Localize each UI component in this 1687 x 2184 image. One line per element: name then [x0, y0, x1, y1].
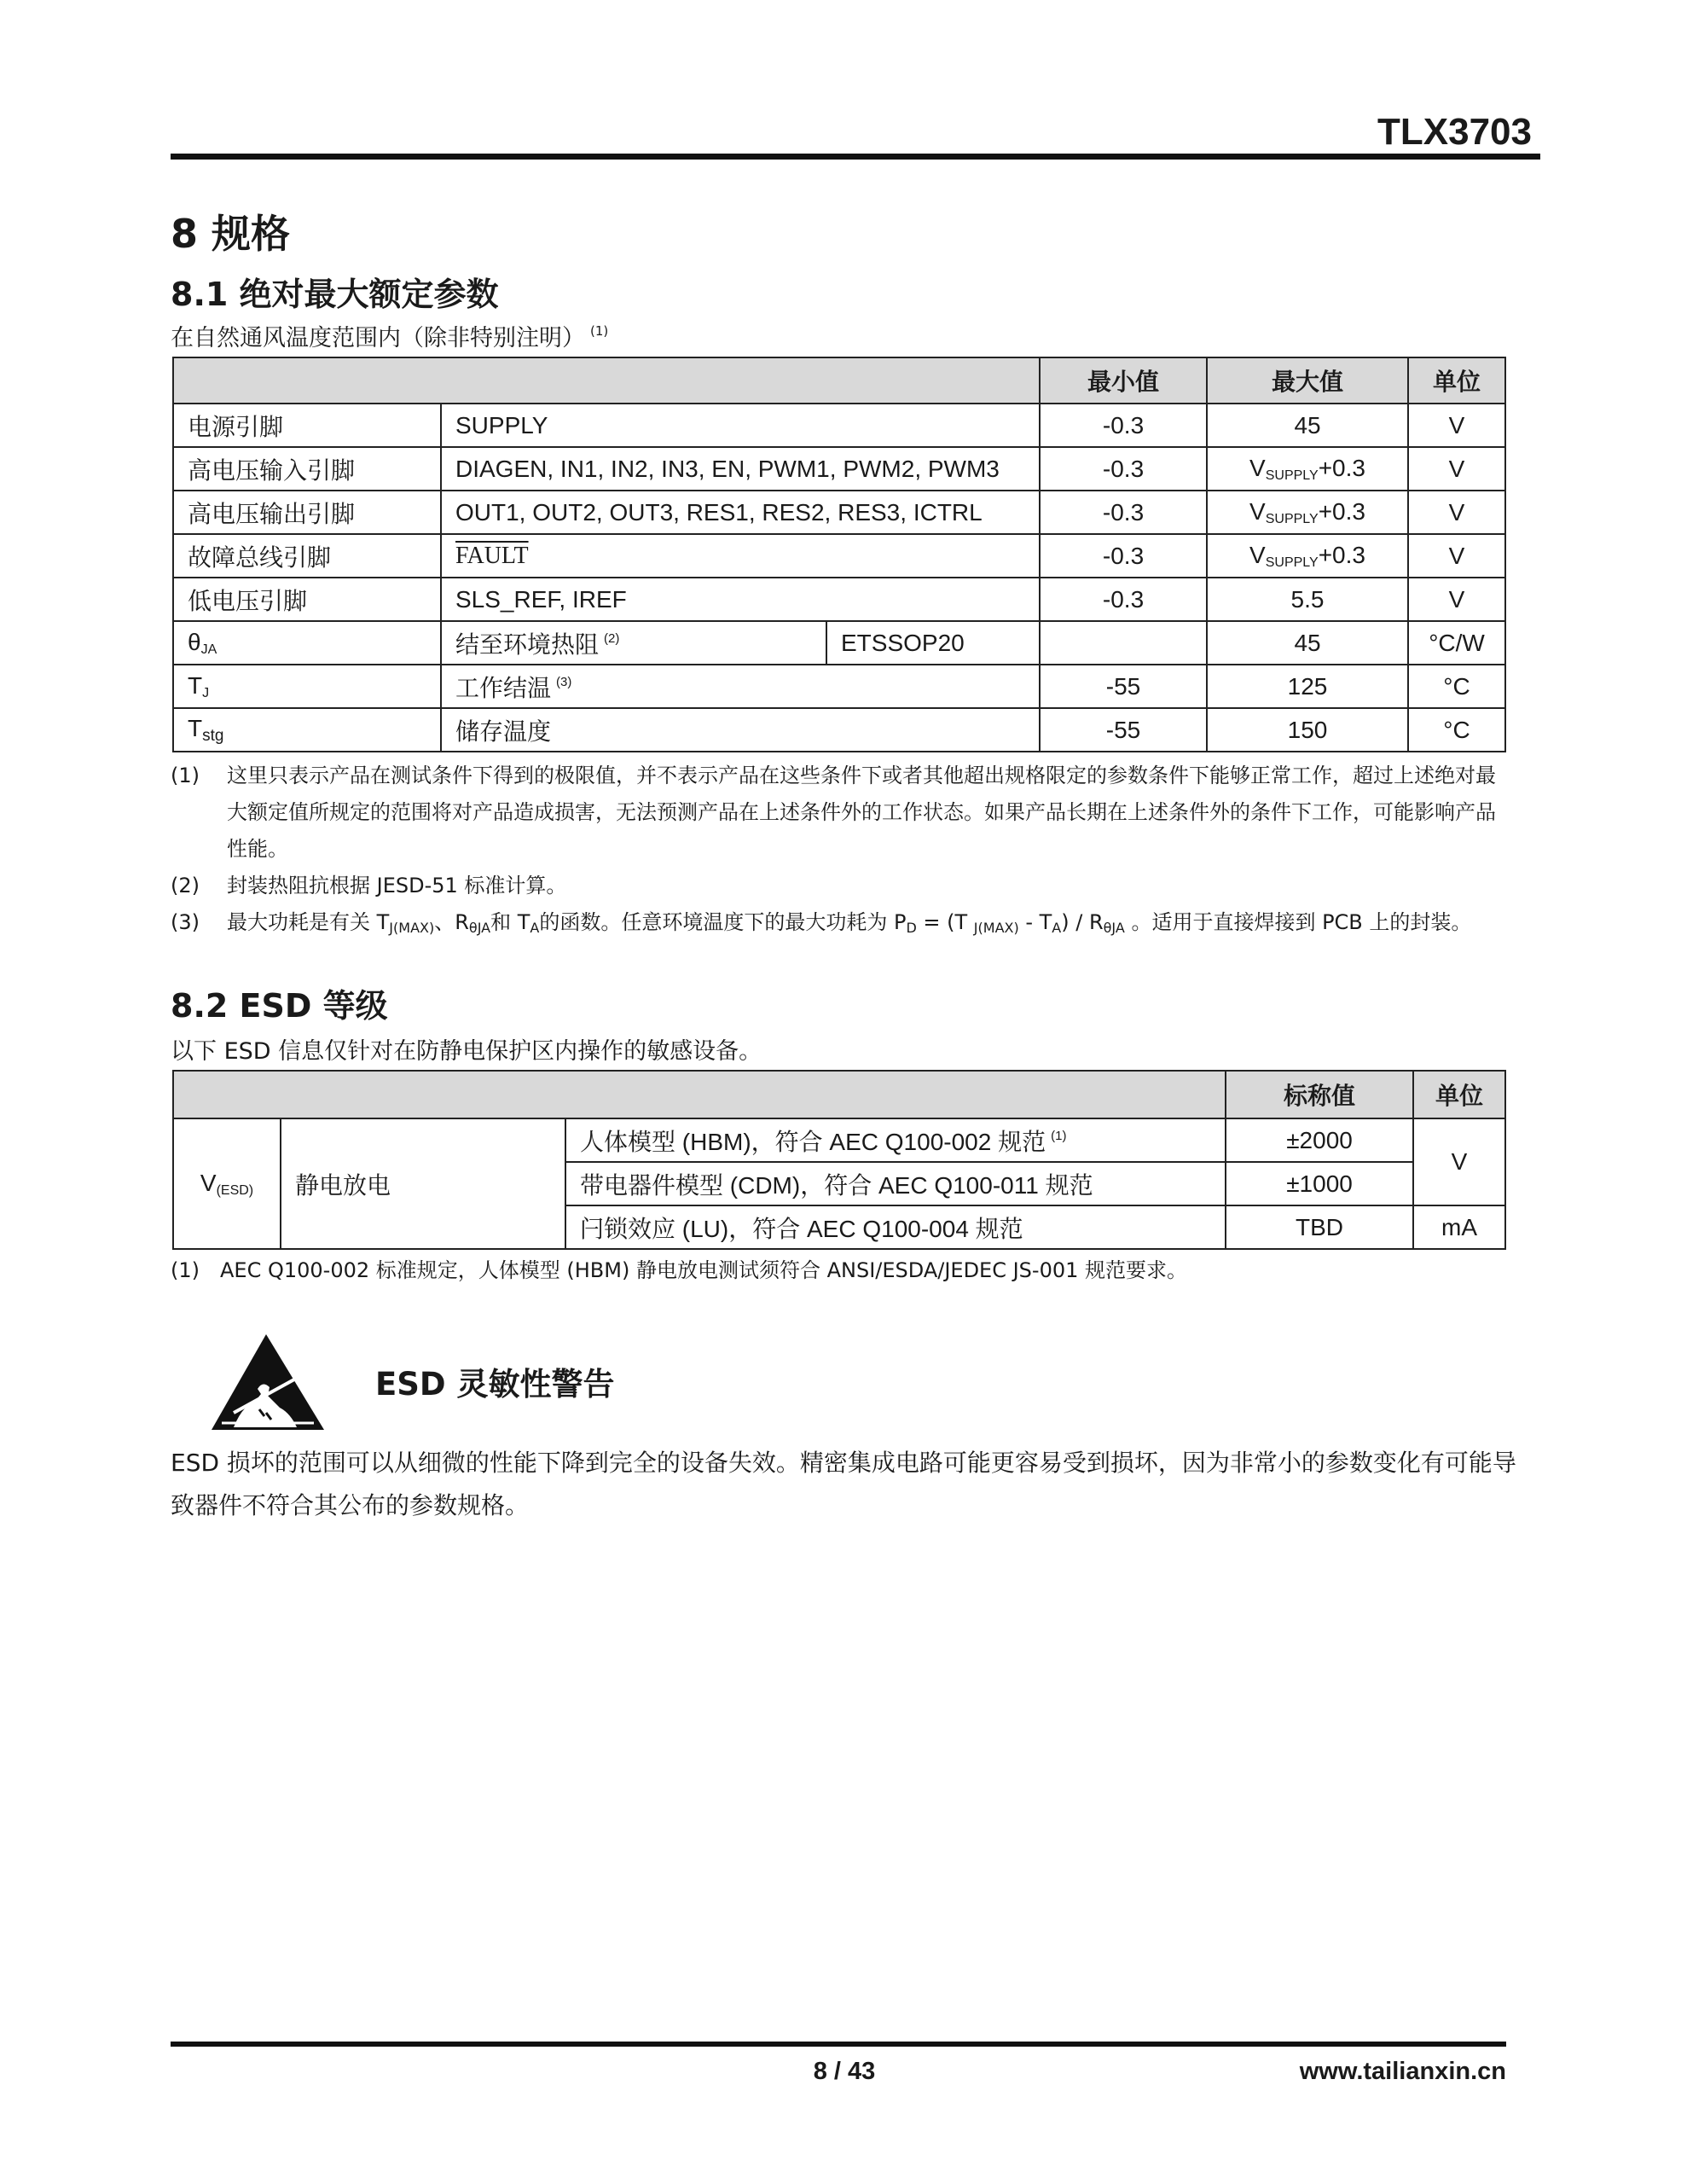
param-name: 电源引脚 [173, 404, 441, 447]
table-row [173, 708, 1505, 752]
unit: V [1408, 447, 1505, 491]
param-symbol: $T_{stg}$ [173, 708, 441, 752]
max-value: 5.5 [1207, 578, 1408, 621]
table-row [173, 665, 1505, 708]
min-value: -0.3 [1040, 491, 1207, 534]
unit: mA [1413, 1205, 1505, 1249]
param-symbol: $\theta_{JA}$ [173, 621, 441, 665]
abs-max-notes [171, 758, 1510, 946]
esd-warning-icon [208, 1331, 328, 1433]
table-row [173, 621, 1505, 665]
abs-max-table [172, 357, 1506, 752]
header-min: 最小值 [1040, 357, 1207, 404]
param-pins: FAULT [441, 534, 1040, 578]
abs-max-condition: 在自然通风温度范围内（除非特别注明） $^{(1)}$ [171, 323, 609, 351]
esd-intro: 以下 ESD 信息仅针对在防静电保护区内操作的敏感设备。 [171, 1038, 762, 1065]
param-name: 高电压输出引脚 [173, 491, 441, 534]
esd-title: 8.2 ESD 等级 [171, 987, 388, 1025]
table-row [173, 491, 1505, 534]
esd-value: TBD [1226, 1205, 1413, 1249]
param-name: 低电压引脚 [173, 578, 441, 621]
esd-name: 静电放电 [281, 1118, 565, 1249]
header-unit: 单位 [1408, 357, 1505, 404]
document-title: TLX3703 [1377, 111, 1532, 153]
param-name: 储存温度 [441, 708, 1040, 752]
param-pins: SLS_REF, IREF [441, 578, 1040, 621]
unit: V [1408, 404, 1505, 447]
min-value: -0.3 [1040, 404, 1207, 447]
header-unit: 单位 [1413, 1071, 1505, 1118]
abs-max-title: 8.1 绝对最大额定参数 [171, 276, 499, 313]
page-number: 8 / 43 [813, 2058, 876, 2085]
unit: °C/W [1408, 621, 1505, 665]
esd-warning-text: ESD 损坏的范围可以从细微的性能下降到完全的设备失效。精密集成电路可能更容易受到损坏，因为非常小的参数变化有可能导致器件不符合其公布的参数规格。 [171, 1449, 1516, 1519]
header-blank [173, 357, 1040, 404]
unit: °C [1408, 665, 1505, 708]
min-value: -0.3 [1040, 534, 1207, 578]
footnote: (1) 这里只表示产品在测试条件下得到的极限值，并不表示产品在这些条件下或者其他超出规格限定的参数条件下能够正常工作，超过上述绝对最大额定值所规定的范围将对产品造成损害，无法预测产品在上述条件外的工作状态。如果产品长期在上述条件外的条件下工作，可能影响产品性能。 [171, 764, 1496, 861]
max-value: 45 [1207, 404, 1408, 447]
esd-model: 人体模型 (HBM)，符合 AEC Q100-002 规范 $^{(1)}$ [565, 1118, 1226, 1162]
esd-model: 闩锁效应 (LU)，符合 AEC Q100-004 规范 [565, 1205, 1226, 1249]
min-value: -0.3 [1040, 578, 1207, 621]
esd-notes [171, 1252, 1510, 1289]
param-name: 工作结温 $^{(3)}$ [441, 665, 1040, 708]
esd-warning-title: ESD 灵敏性警告 [375, 1366, 615, 1403]
unit: V [1408, 491, 1505, 534]
param-pins: OUT1, OUT2, OUT3, RES1, RES2, RES3, ICTRL [441, 491, 1040, 534]
footnote: (1) AEC Q100-002 标准规定，人体模型 (HBM) 静电放电测试须符合 ANSI/ESDA/JEDEC JS-001 规范要求。 [171, 1258, 1188, 1282]
table-row [173, 404, 1505, 447]
esd-model: 带电器件模型 (CDM)，符合 AEC Q100-011 规范 [565, 1162, 1226, 1205]
esd-symbol: $V_{(ESD)}$ [173, 1118, 281, 1249]
unit: V [1413, 1118, 1505, 1205]
table-row [173, 1118, 1505, 1162]
esd-table [172, 1070, 1506, 1250]
package-name: ETSSOP20 [826, 621, 1040, 665]
footer-rule [171, 2042, 1506, 2047]
header-max: 最大值 [1207, 357, 1408, 404]
param-pins: SUPPLY [441, 404, 1040, 447]
section-title: 8 规格 [171, 211, 291, 257]
website-link[interactable]: www.tailianxin.cn [1299, 2058, 1506, 2085]
max-value: $V_{SUPPLY}+0.3$ [1207, 491, 1408, 534]
min-value: -55 [1040, 708, 1207, 752]
param-name: 结至环境热阻 $^{(2)}$ [441, 621, 826, 665]
min-value [1040, 621, 1207, 665]
esd-value: ±1000 [1226, 1162, 1413, 1205]
max-value: 150 [1207, 708, 1408, 752]
unit: V [1408, 534, 1505, 578]
param-symbol: $T_J$ [173, 665, 441, 708]
param-pins: DIAGEN, IN1, IN2, IN3, EN, PWM1, PWM2, PWM3 [441, 447, 1040, 491]
esd-value: ±2000 [1226, 1118, 1413, 1162]
table-row [173, 578, 1505, 621]
header-nominal: 标称值 [1226, 1071, 1413, 1118]
table-header-row [173, 357, 1505, 404]
footnote: (2) 封装热阻抗根据 JESD-51 标准计算。 [171, 874, 567, 897]
unit: °C [1408, 708, 1505, 752]
table-header-row [173, 1071, 1505, 1118]
header-rule [171, 154, 1540, 160]
max-value: 45 [1207, 621, 1408, 665]
table-row [173, 447, 1505, 491]
param-name: 高电压输入引脚 [173, 447, 441, 491]
max-value: $V_{SUPPLY}+0.3$ [1207, 534, 1408, 578]
max-value: 125 [1207, 665, 1408, 708]
max-value: $V_{SUPPLY}+0.3$ [1207, 447, 1408, 491]
header-blank [173, 1071, 1226, 1118]
min-value: -55 [1040, 665, 1207, 708]
table-row [173, 534, 1505, 578]
unit: V [1408, 578, 1505, 621]
param-name: 故障总线引脚 [173, 534, 441, 578]
footnote: (3) 最大功耗是有关 $T_{J(MAX)}$、$R_{\theta JA}$和 $T_A$的函数。任意环境温度下的最大功耗为 $P_D = (T$ $_{J(MAX)} - T_A) / R_{\theta JA}$ 。适用于直接焊接到 PCB 上的封装。 [171, 910, 1472, 936]
min-value: -0.3 [1040, 447, 1207, 491]
